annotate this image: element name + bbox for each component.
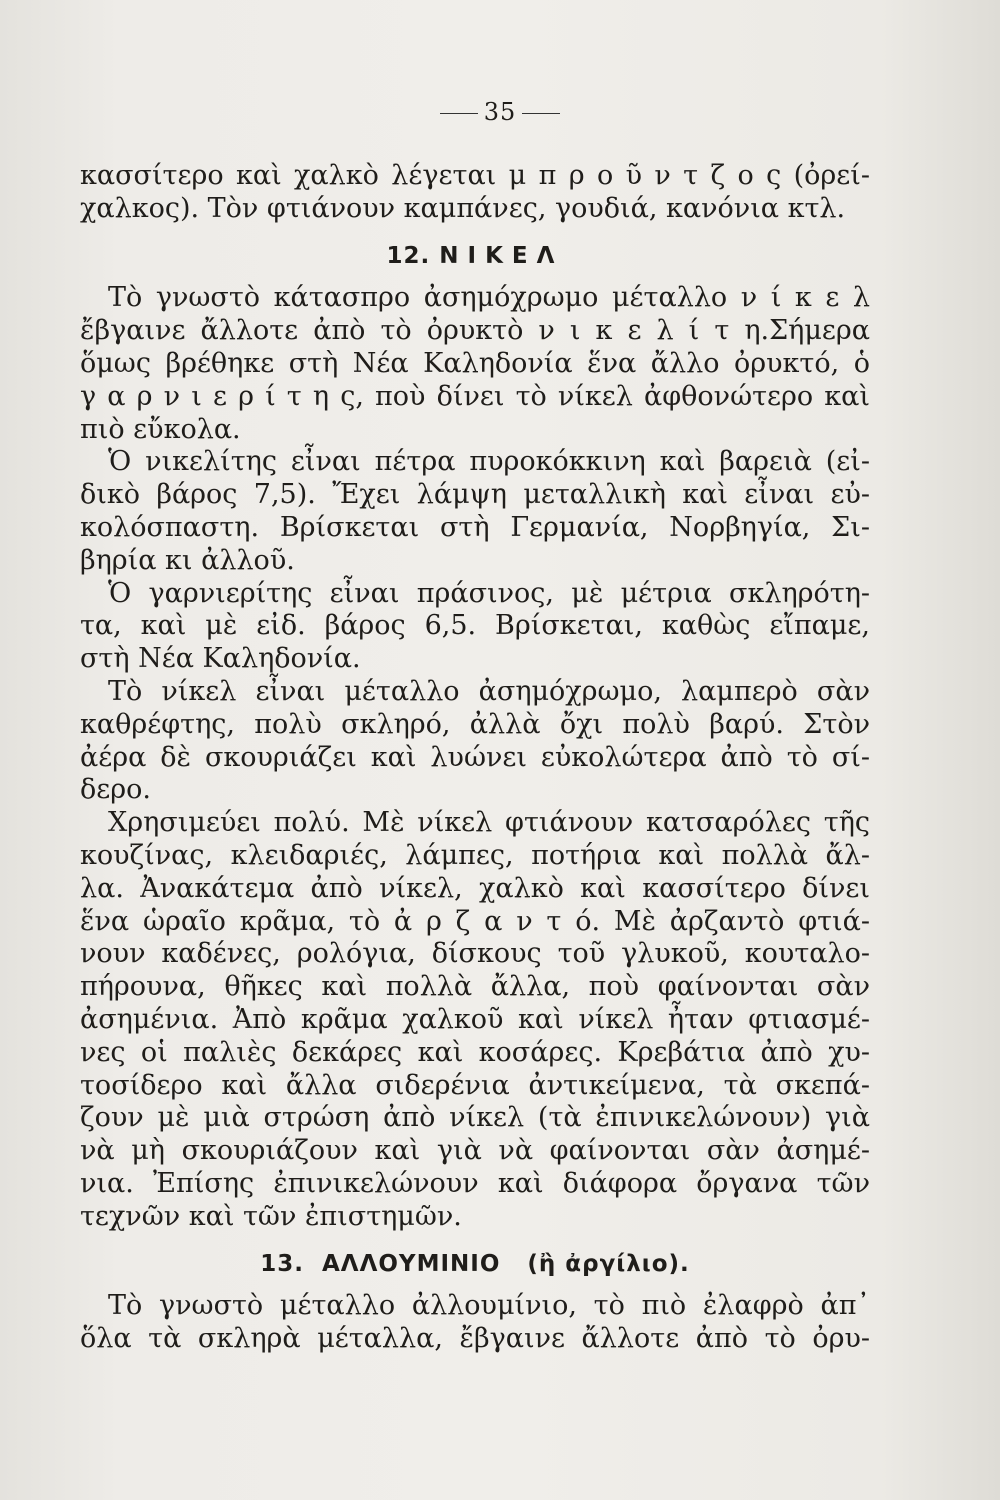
- text-line: Τὸ γνωστὸ μέταλλο ἀλλουμίνιο, τὸ πιὸ ἐλαφρὸ ἀπ᾽: [108, 1290, 870, 1322]
- text-line: πιὸ εὔκολα.: [80, 413, 241, 445]
- page-number-dash-right: [522, 113, 560, 114]
- text-line: Τὸ νίκελ εἶναι μέταλλο ἀσημόχρωμο, λαμπερὸ σὰν: [108, 675, 870, 707]
- text-line: πήρουνα, θῆκες καὶ πολλὰ ἄλλα, ποὺ φαίνονται σὰν: [80, 971, 870, 1003]
- page-body: [80, 160, 870, 1356]
- text-line: Τὸ γνωστὸ κάτασπρο ἀσημόχρωμο μέταλλο ν ί κ ε λ: [108, 282, 870, 314]
- text-line: τοσίδερο καὶ ἄλλα σιδερένια ἀντικείμενα, τὰ σκεπά-: [80, 1069, 870, 1101]
- text-line: κουζίνας, κλειδαριές, λάμπες, ποτήρια καὶ πολλὰ ἄλ-: [80, 839, 870, 871]
- text-line: νουν καδένες, ρολόγια, δίσκους τοῦ γλυκοῦ, κουταλο-: [80, 938, 870, 970]
- text-line: κολόσπαστη. Βρίσκεται στὴ Γερμανία, Νορβηγία, Σι-: [80, 511, 870, 543]
- text-line: Ὁ νικελίτης εἶναι πέτρα πυροκόκκινη καὶ βαρειὰ (εἰ-: [108, 446, 870, 478]
- text-line: βηρία κι ἀλλοῦ.: [80, 544, 295, 576]
- section-12-title: ΝΙΚΕΛ: [439, 242, 564, 269]
- text-line: ἀέρα δὲ σκουριάζει καὶ λυώνει εὐκολώτερα ἀπὸ τὸ σί-: [80, 741, 870, 773]
- page-number-dash-left: [440, 113, 478, 114]
- text-line: νια. Ἐπίσης ἐπινικελώνουν καὶ διάφορα ὄργανα τῶν: [80, 1167, 870, 1199]
- text-line: τα, καὶ μὲ εἰδ. βάρος 6,5. Βρίσκεται, καθὼς εἴπαμε,: [80, 610, 870, 642]
- text-line: χαλκος). Τὸν φτιάνουν καμπάνες, γουδιά, κανόνια κτλ.: [80, 192, 846, 224]
- text-line: Ὁ γαρνιερίτης εἶναι πράσινος, μὲ μέτρια σκληρότη-: [108, 577, 870, 609]
- text-line: νες οἱ παλιὲς δεκάρες καὶ κοσάρες. Κρεβάτια ἀπὸ χυ-: [80, 1036, 870, 1068]
- page-number: [0, 98, 1000, 126]
- text-line: ὅμως βρέθηκε στὴ Νέα Καληδονία ἕνα ἄλλο ὀρυκτό, ὁ: [80, 347, 870, 379]
- text-line: ὅλα τὰ σκληρὰ μέταλλα, ἔβγαινε ἄλλοτε ἀπὸ τὸ ὀρυ-: [80, 1323, 870, 1355]
- text-line: ἔβγαινε ἄλλοτε ἀπὸ τὸ ὀρυκτὸ ν ι κ ε λ ί τ η.Σήμερα: [80, 315, 870, 347]
- text-line: λα. Ἀνακάτεμα ἀπὸ νίκελ, χαλκὸ καὶ κασσίτερο δίνει: [80, 872, 870, 904]
- text-line: κασσίτερο καὶ χαλκὸ λέγεται μ π ρ ο ῦ ν τ ζ ο ς (ὀρεί-: [80, 160, 870, 191]
- text-line: γ α ρ ν ι ε ρ ί τ η ς, ποὺ δίνει τὸ νίκελ ἀφθονώτερο καὶ: [80, 380, 870, 412]
- text-line: δικὸ βάρος 7,5). Ἔχει λάμψη μεταλλικὴ καὶ εἶναι εὐ-: [80, 479, 870, 511]
- text-line: τεχνῶν καὶ τῶν ἐπιστημῶν.: [80, 1200, 462, 1232]
- section-13-heading: 13. ΑΛΛΟΥΜΙΝΙΟ (ἢ ἀργίλιο).: [260, 1250, 690, 1277]
- text-line: νὰ μὴ σκουριάζουν καὶ γιὰ νὰ φαίνονται σὰν ἀσημέ-: [80, 1135, 870, 1167]
- text-line: καθρέφτης, πολὺ σκληρό, ἀλλὰ ὄχι πολὺ βαρύ. Στὸν: [80, 708, 870, 740]
- text-line: δερο.: [80, 774, 151, 806]
- page-number-text: 35: [483, 98, 517, 126]
- text-line: στὴ Νέα Καληδονία.: [80, 643, 361, 675]
- section-12-number: 12.: [386, 242, 431, 269]
- section-12-heading: [80, 240, 870, 273]
- text-line: ἀσημένια. Ἀπὸ κρᾶμα χαλκοῦ καὶ νίκελ ἦταν φτιασμέ-: [80, 1003, 870, 1035]
- text-line: Χρησιμεύει πολύ. Μὲ νίκελ φτιάνουν κατσαρόλες τῆς: [108, 807, 870, 839]
- text-line: ζουν μὲ μιὰ στρώση ἀπὸ νίκελ (τὰ ἐπινικελώνουν) γιὰ: [80, 1102, 870, 1134]
- text-line: ἕνα ὡραῖο κρᾶμα, τὸ ἀ ρ ζ α ν τ ό. Μὲ ἀρζαντὸ φτιά-: [80, 905, 870, 937]
